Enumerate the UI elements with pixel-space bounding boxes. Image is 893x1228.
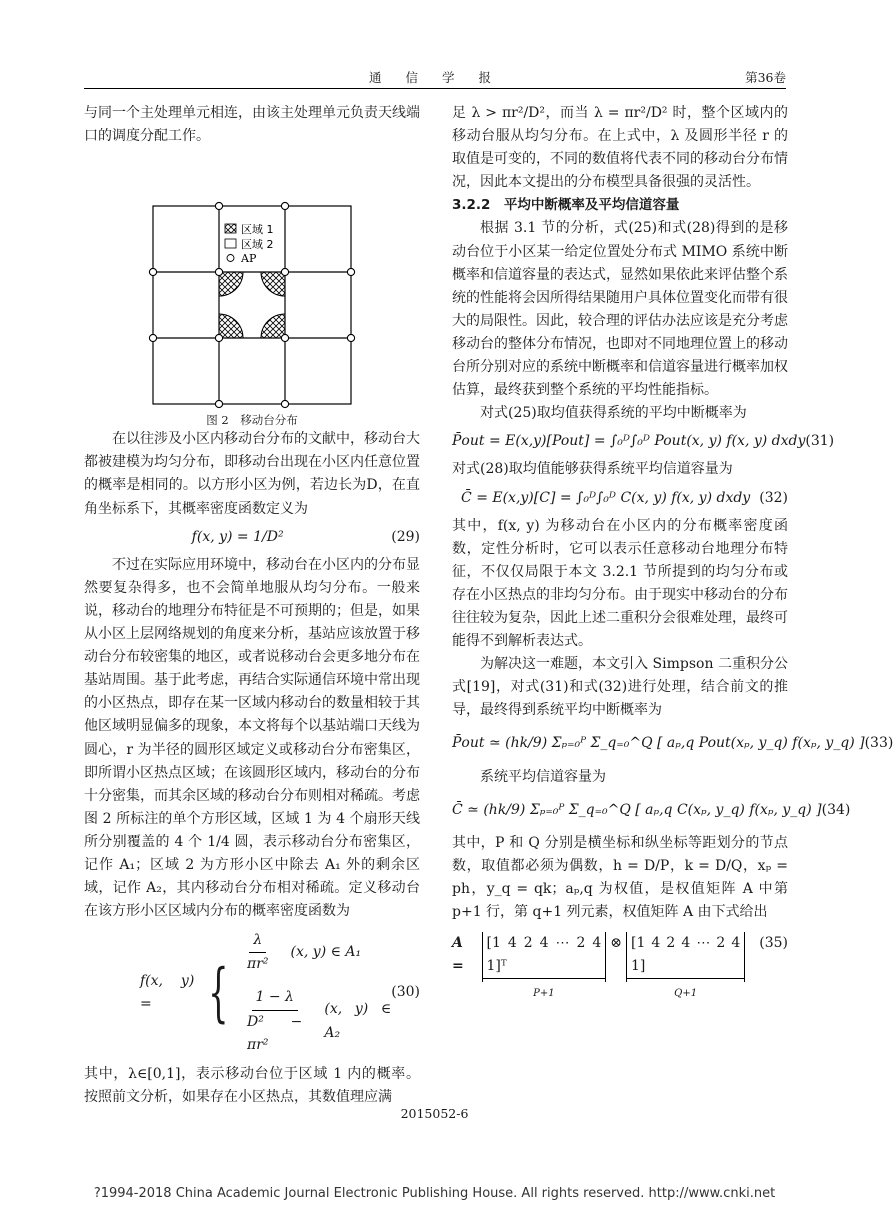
paragraph: 其中，f(x, y) 为移动台在小区内的分布概率密度函数，定性分析时，它可以表示任意移动台地理分布特征，不仅仅局限于本文 3.2.1 节所提到的均匀分布或存在小区热点的非均匀分布。由于现实中移动台的分布往往较为复杂，因此上述二重积分会很难处理，最终可能得不到解析表达式。 xyxy=(452,517,788,650)
paragraph: 系统平均信道容量为 xyxy=(480,768,606,785)
weight-vector-p: [1 4 2 4 ⋯ 2 4 1]ᵀ xyxy=(482,932,607,978)
paragraph: 对式(28)取均值能够获得系统平均信道容量为 xyxy=(452,461,733,478)
legend-region-2: 区域 2 xyxy=(241,238,274,252)
figure-2 xyxy=(84,152,420,402)
paragraph-continued: 与同一个主处理单元相连，由该主处理单元负责天线端口的调度分配工作。 xyxy=(84,105,420,145)
journal-title: 通 信 学 报 xyxy=(369,70,501,85)
region-1-hatch xyxy=(195,248,309,362)
page-number: 2015052-6 xyxy=(400,1106,469,1121)
paragraph: 不过在实际应用环境中，移动台在小区内的分布显然要复杂得多，也不会简单地服从均匀分布。一般来说，移动台的地理分布特征是不可预期的；但是，如果从小区上层网络规划的角度来分析，基站应该放置于移动台分布较密集的地区，或者说移动台会更多地分布在基站周围。基于此考虑，再结合实际通信环境中常出现的小区热点，即存在某一区域内移动台的数量相较于其他区域明显偏多的现象，本文将每个以基站端口天线为圆心，r 为半径的圆形区域定义或移动台分布密集区，即所谓小区热点区域；在该圆形区域内，移动台的分布十分密集，而其余区域的移动台分布则相对稀疏。考虑图 2 所标注的单个方形区域，区域 1 为 4 个扇形天线所分别覆盖的 4 个 1/4 圆，表示移动台分布密集区，记作 A₁；区域 2 为方形小区中除去 A₁ 外的剩余区域，记作 A₂，其内移动台分布相对稀疏。定义移动台在该方形小区区域内分布的概率密度函数为 xyxy=(84,556,420,920)
legend-ap: AP xyxy=(241,252,257,266)
section-heading: 3.2.2 平均中断概率及平均信道容量 xyxy=(452,197,680,214)
equation-number: (35) xyxy=(759,935,789,952)
figure-legend xyxy=(225,222,274,265)
case-1-condition: (x, y) ∈ A₁ xyxy=(290,944,362,961)
paragraph: 其中，P 和 Q 分别是横坐标和纵坐标等距划分的节点数，取值都必须为偶数，h = D/P，k = D/Q，xₚ = ph，y_q = qk；aₚ,q 为权值，是权值矩阵 A 中第 p+1 行，第 q+1 列元素，权值矩阵 A 由下式给出 xyxy=(452,834,788,920)
equation-34 xyxy=(452,799,851,822)
paragraph: 在以往涉及小区内移动台分布的文献中，移动台大都被建模为均匀分布，即移动台出现在小区内任意位置的概率是相同的。以方形小区为例，若边长为D，在直角坐标系下，其概率密度函数定义为 xyxy=(84,431,420,517)
left-brace: { xyxy=(208,955,229,1030)
figure-caption: 图 2 移动台分布 xyxy=(206,413,298,428)
legend-region-1: 区域 1 xyxy=(241,223,274,237)
case-2-denominator: D² − πr² xyxy=(247,1013,303,1053)
equation-29 xyxy=(84,526,420,549)
paragraph: 根据 3.1 节的分析，式(25)和式(28)得到的是移动台位于小区某一给定位置处分布式 MIMO 系统中断概率和信道容量的表达式，显然如果依此来评估整个系统的性能将会因所得结果随用户具体位置变化而带有很大的局限性。因此，较合理的评估办法应该是充分考虑移动台的整体分布情况，也即对不同地理位置上的移动台所分别对应的系统中断概率和信道容量进行概率加权估算，最终获到整个系统的平均性能指标。 xyxy=(452,220,788,399)
right-column xyxy=(452,102,893,1013)
equation-number: (34) xyxy=(821,801,851,818)
equation-35 xyxy=(452,932,788,1005)
volume-label: 第36卷 xyxy=(745,70,786,85)
equation-body: P̄out = E(x,y)[Pout] = ∫₀ᴰ∫₀ᴰ Pout(x, y) f(x, y) dxdy xyxy=(452,433,806,450)
equation-32 xyxy=(452,487,788,510)
equation-number: (32) xyxy=(759,489,788,506)
equation-33 xyxy=(452,732,893,755)
underbrace-label-p: P+1 xyxy=(533,988,555,1000)
case-1-numerator: λ xyxy=(249,929,266,953)
equation-number: (30) xyxy=(391,984,420,1001)
equation-30 xyxy=(84,929,420,1056)
matrix-lhs: A = xyxy=(452,935,464,975)
case-2-numerator: 1 − λ xyxy=(252,986,298,1010)
equation-number: (33) xyxy=(864,735,893,752)
paragraph: 其中，λ∈[0,1]，表示移动台位于区域 1 内的概率。按照前文分析，如果存在小区热点，其数值理应满 xyxy=(84,1065,420,1105)
paragraph: 为解决这一难题，本文引入 Simpson 二重积分公式[19]，对式(31)和式(32)进行处理，结合前文的推导，最终得到系统平均中断概率为 xyxy=(452,656,788,719)
case-2-condition: (x, y) ∈ A₂ xyxy=(324,1001,392,1041)
equation-body: f(x, y) = 1/D² xyxy=(191,528,284,545)
equation-body: C̄ ≃ (hk/9) Σₚ₌₀ᴾ Σ_q₌₀^Q [ aₚ,q C(xₚ, y_q) f(xₚ, y_q) ] xyxy=(452,801,822,818)
underbrace-label-q: Q+1 xyxy=(674,988,698,1000)
kronecker-operator: ⊗ xyxy=(610,935,622,952)
equation-number: (29) xyxy=(391,528,420,545)
paragraph: 对式(25)取均值获得系统的平均中断概率为 xyxy=(480,405,747,422)
running-header xyxy=(84,66,786,89)
case-1-denominator: πr² xyxy=(247,956,269,973)
paragraph-continued: 足 λ > πr²/D²，而当 λ = πr²/D² 时，整个区域内的移动台服从均匀分布。在上式中，λ 及圆形半径 r 的取值是可变的，不同的数值将代表不同的移动台分布情况，因此本文提出的分布模型具备很强的灵活性。 xyxy=(452,105,788,191)
copyright-footer: ?1994-2018 China Academic Journal Electronic Publishing House. All rights reserved. http://www.cnki.net xyxy=(93,1186,776,1201)
equation-number: (31) xyxy=(805,433,835,450)
equation-body: P̄out ≃ (hk/9) Σₚ₌₀ᴾ Σ_q₌₀^Q [ aₚ,q Pout(xₚ, y_q) f(xₚ, y_q) ] xyxy=(452,735,865,752)
weight-vector-q: [1 4 2 4 ⋯ 2 4 1] xyxy=(626,932,745,978)
equation-lhs: f(x, y) = xyxy=(140,972,195,1012)
left-column xyxy=(84,102,420,1109)
equation-31 xyxy=(452,430,835,453)
equation-body: C̄ = E(x,y)[C] = ∫₀ᴰ∫₀ᴰ C(x, y) f(x, y) dxdy xyxy=(461,489,751,506)
